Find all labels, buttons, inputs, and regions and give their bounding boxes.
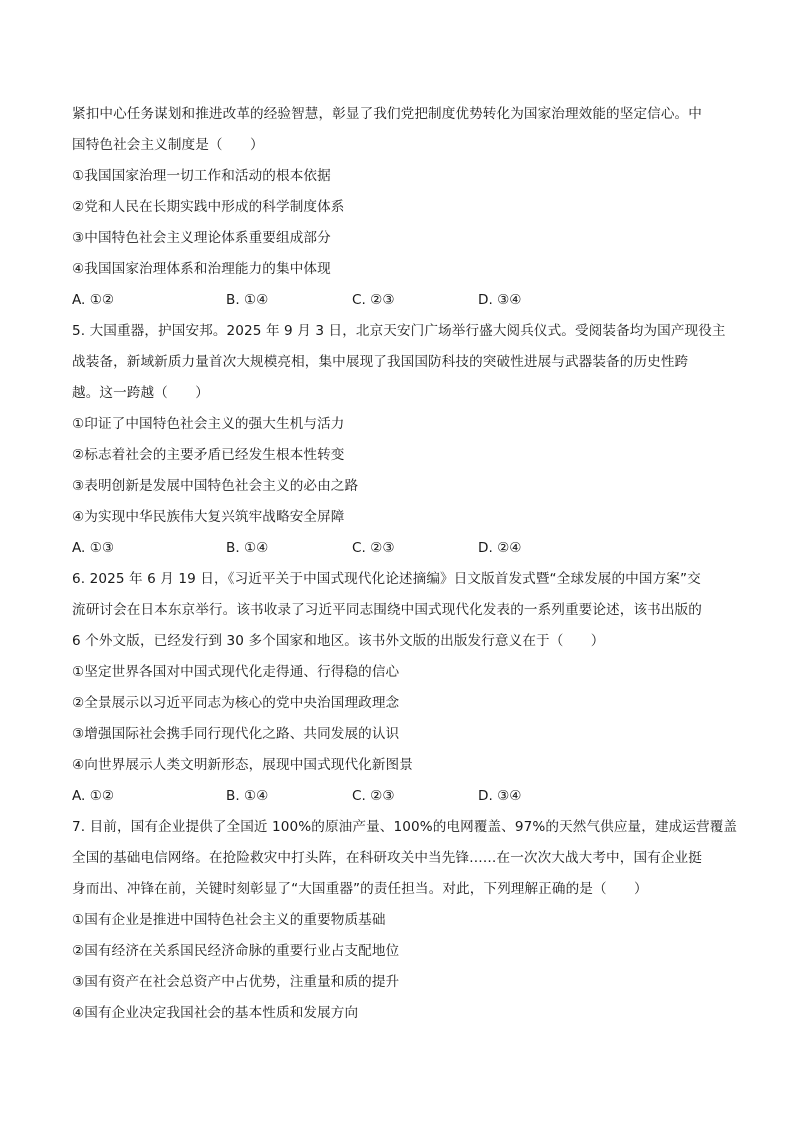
statement-1: ①坚定世界各国对中国式现代化走得通、行得稳的信心 [72,664,400,680]
option-a: A. ①② [72,292,115,308]
question-stem-line: 战装备，新域新质力量首次大规模亮相，集中展现了我国国防科技的突破性进展与武器装备的历史性跨 [72,354,689,370]
statement-2: ②全景展示以习近平同志为核心的党中央治国理政理念 [72,695,400,711]
option-b: B. ①④ [226,540,269,556]
question-stem-line: 全国的基础电信网络。在抢险救灾中打头阵，在科研攻关中当先锋……在一次次大战大考中，国有企业挺 [72,850,702,866]
question-stem-line: 6 个外文版，已经发行到 30 多个国家和地区。该书外文版的出版发行意义在于（ ） [72,633,605,649]
option-c: C. ②③ [352,540,395,556]
question-stem-line: 5. 大国重器，护国安邦。2025 年 9 月 3 日，北京天安门广场举行盛大阅兵仪式。受阅装备均为国产现役主 [72,323,726,339]
option-b: B. ①④ [226,788,269,804]
answer-options [72,781,722,812]
question-7 [72,812,738,1029]
option-d: D. ②④ [478,540,522,556]
statement-2: ②党和人民在长期实践中形成的科学制度体系 [72,199,345,215]
statement-4: ④我国国家治理体系和治理能力的集中体现 [72,261,331,277]
statement-3: ③中国特色社会主义理论体系重要组成部分 [72,230,331,246]
statement-3: ③国有资产在社会总资产中占优势，注重量和质的提升 [72,974,400,990]
question-stem-line: 身而出、冲锋在前，关键时刻彰显了“大国重器”的责任担当。对此，下列理解正确的是（ ） [72,881,648,897]
option-a: A. ①② [72,788,115,804]
option-a: A. ①③ [72,540,115,556]
statement-4: ④国有企业决定我国社会的基本性质和发展方向 [72,1005,359,1021]
option-d: D. ③④ [478,788,522,804]
question-stem-line: 6. 2025 年 6 月 19 日，《习近平关于中国式现代化论述摘编》日文版首发式暨“全球发展的中国方案”交 [72,571,701,587]
statement-1: ①印证了中国特色社会主义的强大生机与活力 [72,416,345,432]
statement-2: ②国有经济在关系国民经济命脉的重要行业占支配地位 [72,943,400,959]
question-stem-line: 紧扣中心任务谋划和推进改革的经验智慧，彰显了我们党把制度优势转化为国家治理效能的坚定信心。中 [72,106,702,122]
statement-1: ①我国国家治理一切工作和活动的根本依据 [72,168,331,184]
statement-1: ①国有企业是推进中国特色社会主义的重要物质基础 [72,912,386,928]
question-stem-line: 7. 目前，国有企业提供了全国近 100%的原油产量、100%的电网覆盖、97%的天然气供应量，建成运营覆盖 [72,819,738,835]
answer-options [72,533,722,564]
option-c: C. ②③ [352,292,395,308]
statement-3: ③表明创新是发展中国特色社会主义的必由之路 [72,478,359,494]
question-4-continued [72,99,722,316]
question-stem-line: 国特色社会主义制度是（ ） [72,137,264,153]
option-b: B. ①④ [226,292,269,308]
option-d: D. ③④ [478,292,522,308]
answer-options [72,285,722,316]
option-c: C. ②③ [352,788,395,804]
statement-2: ②标志着社会的主要矛盾已经发生根本性转变 [72,447,345,463]
statement-4: ④向世界展示人类文明新形态，展现中国式现代化新图景 [72,757,413,773]
statement-3: ③增强国际社会携手同行现代化之路、共同发展的认识 [72,726,400,742]
question-6 [72,564,722,812]
page-content [72,99,738,1029]
statement-4: ④为实现中华民族伟大复兴筑牢战略安全屏障 [72,509,345,525]
question-stem-line: 流研讨会在日本东京举行。该书收录了习近平同志围绕中国式现代化发表的一系列重要论述，该书出版的 [72,602,702,618]
question-5 [72,316,726,564]
question-stem-line: 越。这一跨越（ ） [72,385,209,401]
